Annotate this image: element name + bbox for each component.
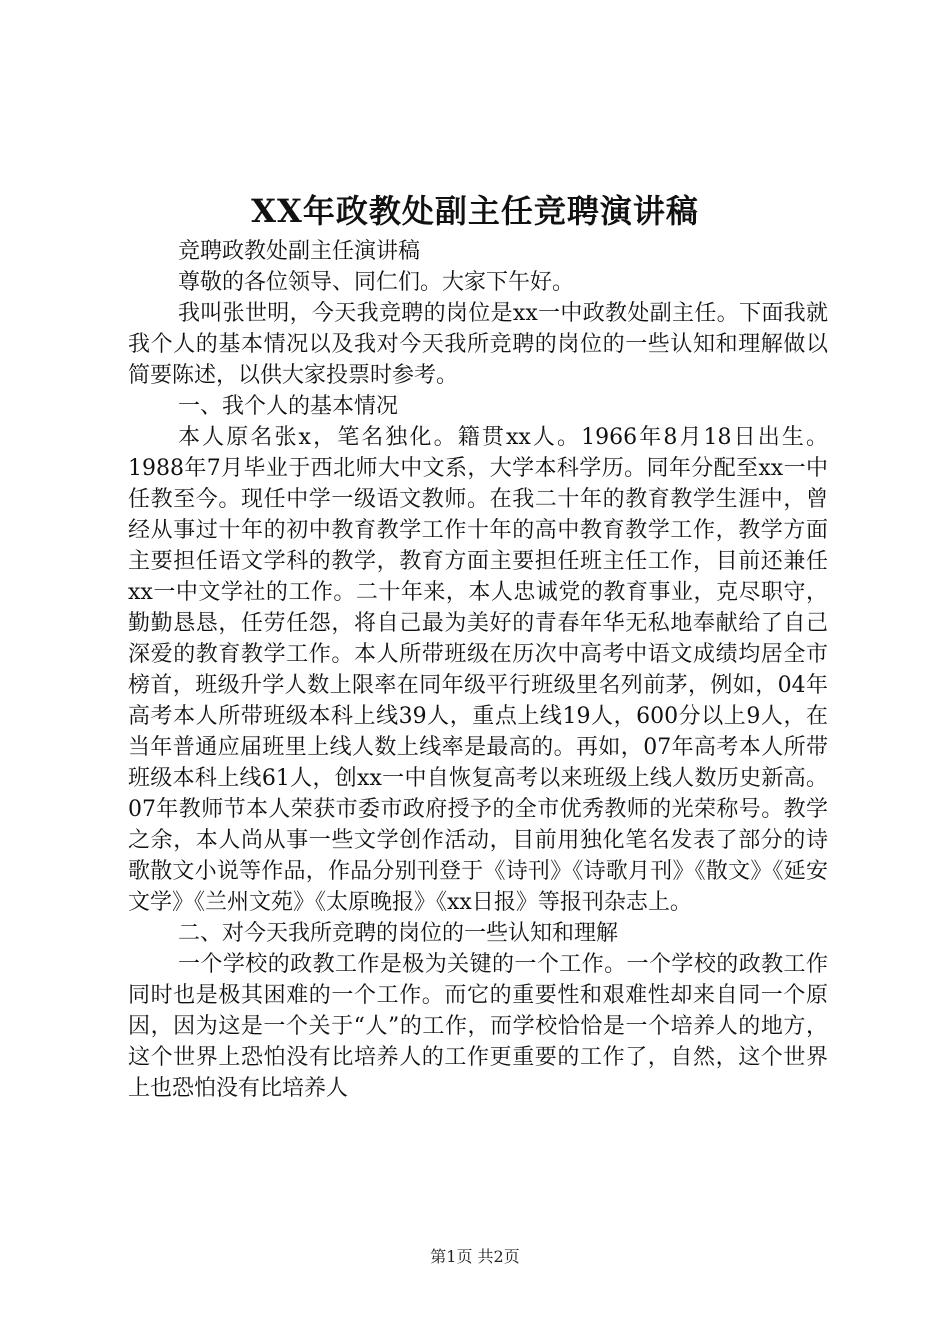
- section-heading-basic-info: 一、我个人的基本情况: [178, 394, 399, 419]
- paragraph-greeting: 尊敬的各位领导、同仁们。大家下午好。: [178, 270, 575, 295]
- paragraph-subtitle: 竞聘政教处副主任演讲稿: [178, 239, 421, 264]
- paragraph-basic-info: 本人原名张x，笔名独化。籍贯xx人。1966年8月18日出生。1988年7月毕业于西北师大中文系，大学本科学历。同年分配至xx一中任教至今。现任中学一级语文教师。在我二十年的教育教学生涯中，曾经从事过十年的初中教育教学工作十年的高中教育教学工作，教学方面主要担任语文学科的教学，教育方面主要担任班主任工作，目前还兼任xx一中文学社的工作。二十年来，本人忠诚党的教育事业，克尽职守，勤勤恳恳，任劳任怨，将自己最为美好的青春年华无私地奉献给了自己深爱的教育教学工作。本人所带班级在历次中高考中语文成绩均居全市榜首，班级升学人数上限率在同年级平行班级里名列前茅，例如，04年高考本人所带班级本科上线39人，重点上线19人，600分以上9人，在当年普通应届班里上线人数上线率是最高的。再如，07年高考本人所带班级本科上线61人，创xx一中自恢复高考以来班级上线人数历史新高。07年教师节本人荣获市委市政府授予的全市优秀教师的光荣称号。教学之余，本人尚从事一些文学创作活动，目前用独化笔名发表了部分的诗歌散文小说等作品，作品分别刊登于《诗刊》《诗歌月刊》《散文》《延安文学》《兰州文苑》《太原晚报》《xx日报》等报刊杂志上。: [128, 425, 828, 915]
- paragraph-introduction: 我叫张世明，今天我竞聘的岗位是xx一中政教处副主任。下面我就我个人的基本情况以及我对今天我所竞聘的岗位的一些认知和理解做以简要陈述，以供大家投票时参考。: [128, 301, 828, 388]
- document-title: XX年政教处副主任竞聘演讲稿: [251, 192, 699, 230]
- paragraph-understanding: 一个学校的政教工作是极为关键的一个工作。一个学校的政教工作同时也是极其困难的一个工作。而它的重要性和艰难性却来自同一个原因，因为这是一个关于“人”的工作，而学校恰恰是一个培养人的地方，这个世界上恐怕没有比培养人的工作更重要的工作了，自然，这个世界上也恐怕没有比培养人: [128, 952, 828, 1101]
- section-heading-understanding: 二、对今天我所竞聘的岗位的一些认知和理解: [178, 921, 619, 946]
- document-body: [128, 236, 828, 1104]
- page-number-footer: 第1页 共2页: [430, 1247, 520, 1266]
